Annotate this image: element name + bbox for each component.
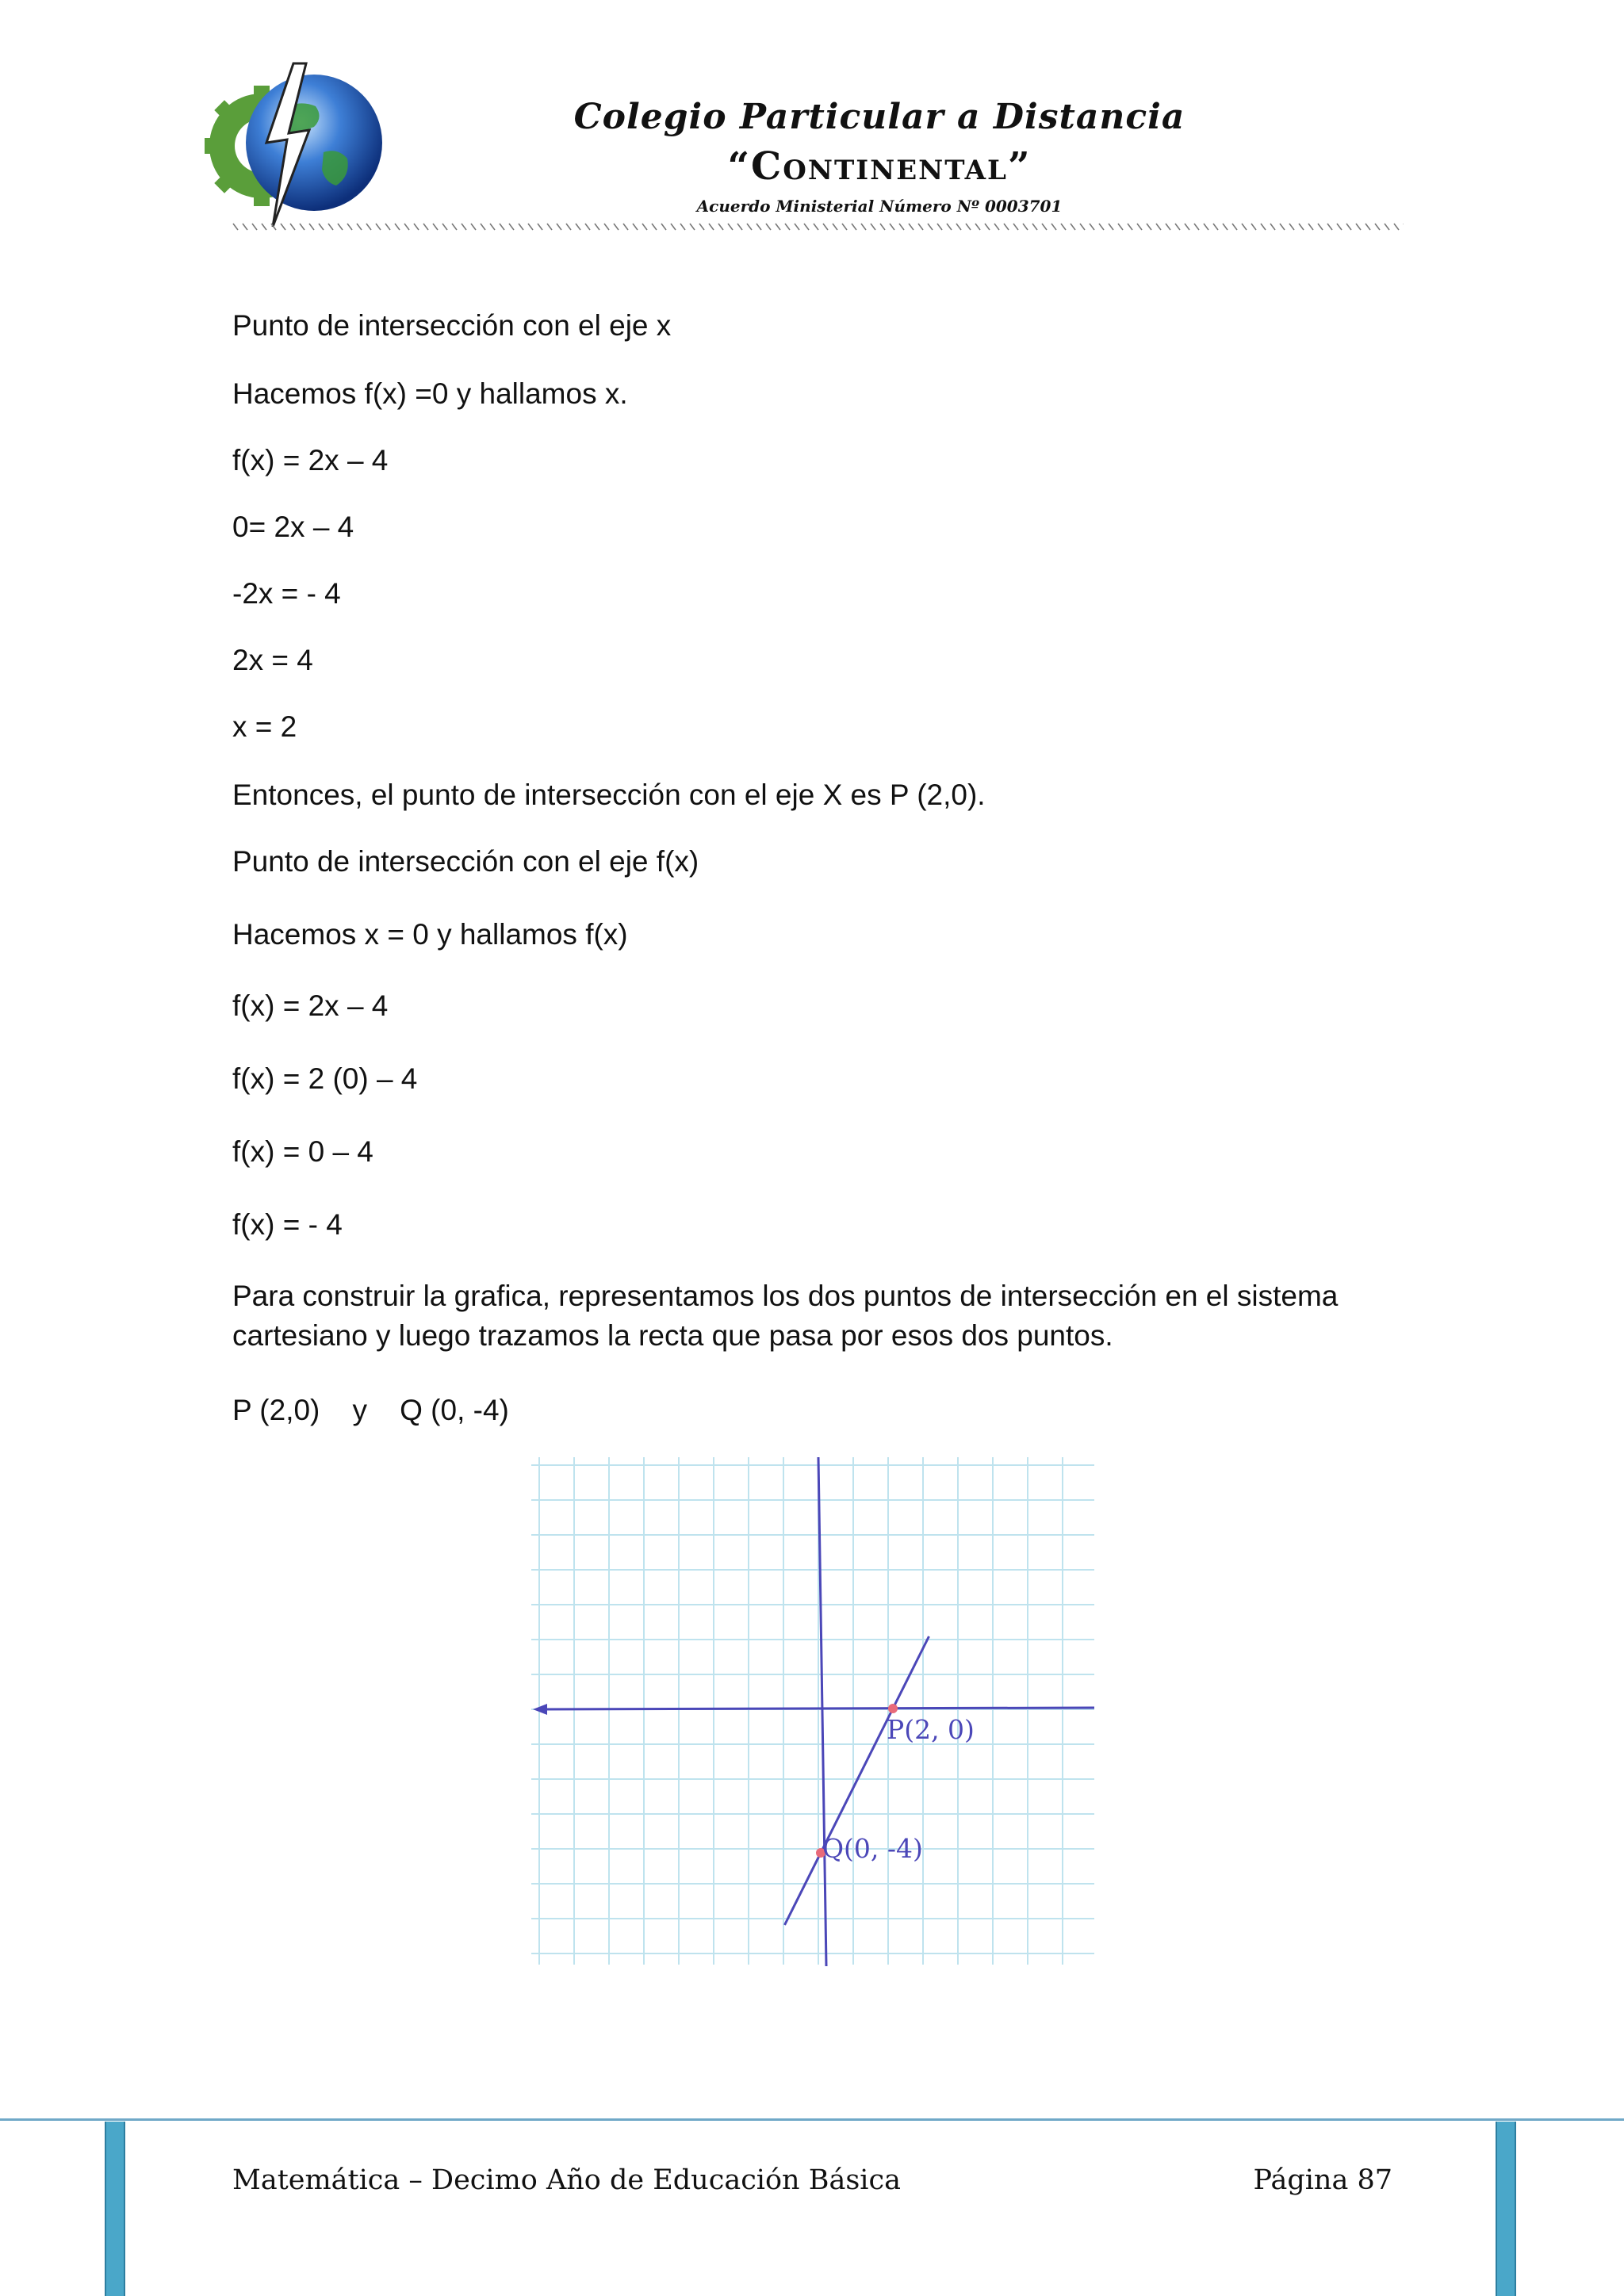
x-axis — [538, 1708, 1094, 1709]
grid — [531, 1457, 1094, 1965]
point-q-label: Q(0, -4) — [822, 1833, 923, 1864]
school-name: Colegio Particular a Distancia — [573, 97, 1185, 137]
footer-bar-right — [1496, 2122, 1516, 2296]
equation-line: x = 2 — [232, 710, 297, 743]
paragraph: Para construir la grafica, representamos los dos puntos de intersección en el sistema cartesiano y luego trazamos la recta que pasa por esos dos puntos. — [232, 1280, 1339, 1352]
point-p-label: P(2, 0) — [887, 1714, 975, 1745]
points-line: P (2,0) y Q (0, -4) — [232, 1394, 509, 1426]
equation-line: f(x) = 2x – 4 — [232, 444, 389, 476]
equation-line: 2x = 4 — [232, 644, 313, 676]
header-decorative-rule — [232, 220, 1404, 233]
equation-line: -2x = - 4 — [232, 577, 341, 610]
equation-line: f(x) = 2x – 4 — [232, 989, 389, 1022]
footer-course: Matemática – Decimo Año de Educación Básica — [232, 2164, 901, 2196]
footer-rule — [0, 2118, 1624, 2121]
point-p — [888, 1704, 898, 1713]
text-line: Hacemos x = 0 y hallamos f(x) — [232, 918, 628, 951]
footer-bar-left — [105, 2122, 125, 2296]
text-line: Entonces, el punto de intersección con el eje X es P (2,0). — [232, 779, 986, 811]
equation-line: f(x) = 2 (0) – 4 — [232, 1062, 418, 1095]
text-line: Punto de intersección con el eje x — [232, 309, 672, 342]
equation-line: f(x) = - 4 — [232, 1208, 343, 1241]
equation-line: f(x) = 0 – 4 — [232, 1135, 373, 1168]
school-brand: “Continental” — [727, 144, 1032, 189]
y-axis — [818, 1457, 826, 1966]
equation-line: 0= 2x – 4 — [232, 511, 354, 543]
page-number: Página 87 — [1253, 2164, 1392, 2196]
text-line: Hacemos f(x) =0 y hallamos x. — [232, 377, 628, 410]
ministerial-agreement: Acuerdo Ministerial Número Nº 0003701 — [696, 197, 1063, 216]
cartesian-graph — [531, 1457, 1094, 1973]
text-line: Punto de intersección con el eje f(x) — [232, 845, 699, 878]
function-line — [785, 1636, 929, 1925]
